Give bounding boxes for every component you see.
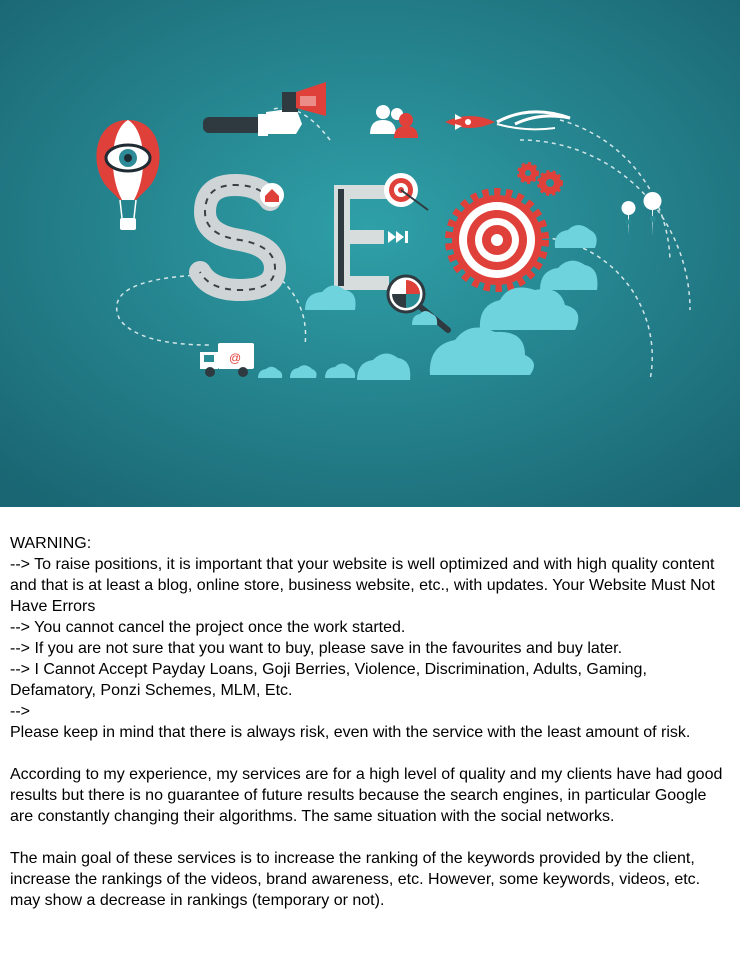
- paragraph-gap: [10, 827, 732, 848]
- paragraph-gap: [10, 743, 732, 764]
- warning-line-1: --> To raise positions, it is important that your website is well optimized and with high quality content and that is at least a blog, online store, business website, etc., with updates. Your Website Must Not Have Errors: [10, 556, 715, 615]
- risk-note: Please keep in mind that there is always risk, even with the service with the least amount of risk.: [10, 724, 691, 741]
- warning-line-5: -->: [10, 703, 30, 720]
- experience-paragraph: According to my experience, my services are for a high level of quality and my clients have had good results but there is no guarantee of future results because the search engines, in particular Google are constantly changing their algorithms. The same situation with the social networks.: [10, 766, 723, 825]
- house-icon: [260, 183, 284, 207]
- warning-line-3: --> If you are not sure that you want to buy, please save in the favourites and buy later.: [10, 640, 623, 657]
- truck-at-symbol: @: [229, 351, 242, 365]
- description-text: [10, 533, 732, 911]
- warning-line-4: --> I Cannot Accept Payday Loans, Goji Berries, Violence, Discrimination, Adults, Gaming, Defamatory, Ponzi Schemes, MLM, Etc.: [10, 661, 647, 699]
- warning-heading: WARNING:: [10, 535, 92, 552]
- warning-line-2: --> You cannot cancel the project once the work started.: [10, 619, 406, 636]
- goal-paragraph: The main goal of these services is to increase the ranking of the keywords provided by the client, increase the rankings of the videos, brand awareness, etc. However, some keywords, videos, etc. may show a decrease in rankings (temporary or not).: [10, 850, 701, 909]
- gear-icon: [452, 195, 542, 285]
